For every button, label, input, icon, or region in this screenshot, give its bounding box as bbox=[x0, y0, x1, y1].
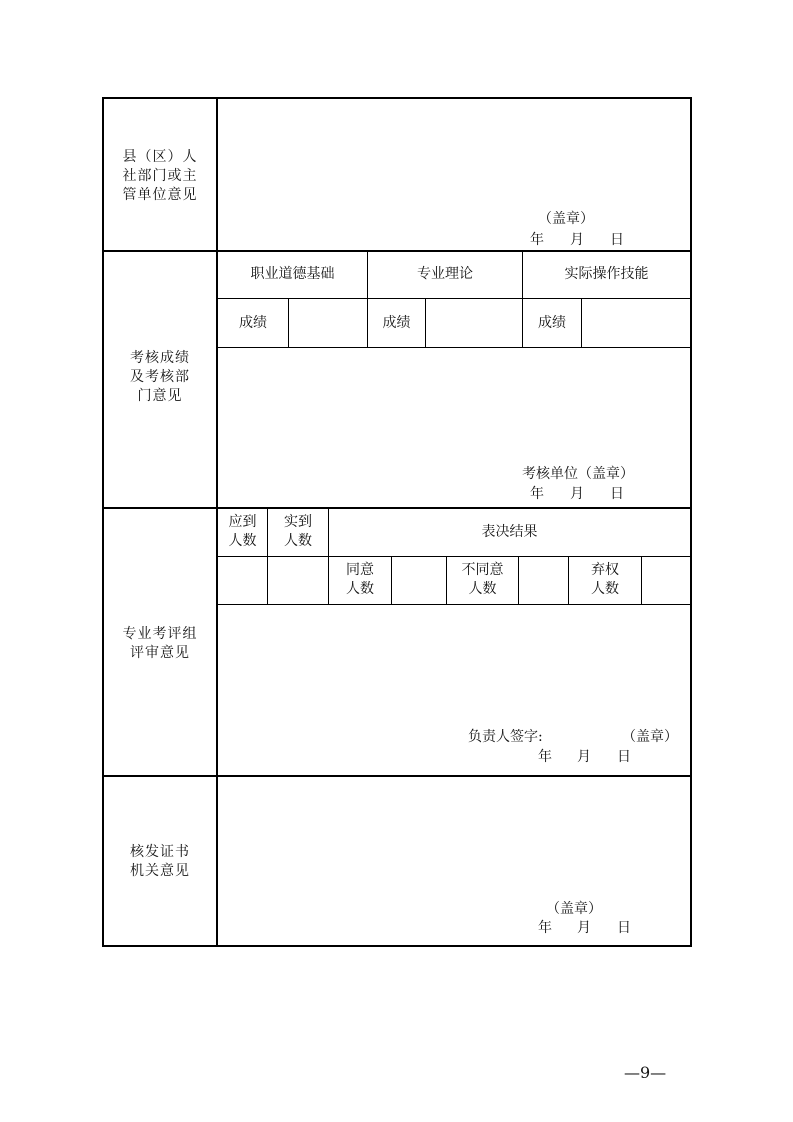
section3-label bbox=[104, 625, 216, 663]
section2-label-line: 及考核部 bbox=[130, 369, 190, 385]
actual-line: 人数 bbox=[284, 533, 312, 549]
section1-label-line: 社部门或主 bbox=[122, 168, 198, 184]
section4-label-line: 机关意见 bbox=[130, 863, 190, 879]
header-ethics: 职业道德基础 bbox=[250, 266, 335, 282]
disagree-line: 不同意 bbox=[461, 562, 504, 578]
section2-label bbox=[104, 349, 216, 406]
agree-line: 同意 bbox=[346, 562, 374, 578]
abstain-line: 人数 bbox=[591, 581, 619, 597]
section-divider-1 bbox=[104, 250, 690, 252]
section1-label-line: 管单位意见 bbox=[122, 187, 198, 203]
header-practical-skills: 实际操作技能 bbox=[564, 266, 649, 282]
section2-label-line: 门意见 bbox=[137, 388, 183, 404]
section4-label-line: 核发证书 bbox=[130, 844, 190, 860]
section1-label-line: 县（区）人 bbox=[122, 149, 198, 165]
section3-signature: 负责人签字: bbox=[468, 729, 543, 745]
section3-date-month: 月 bbox=[577, 749, 591, 765]
header-theory: 专业理论 bbox=[417, 266, 473, 282]
agree-line: 人数 bbox=[346, 581, 374, 597]
section3-seal: （盖章） bbox=[622, 729, 678, 745]
section-divider-3 bbox=[104, 775, 690, 777]
section2-score-divider bbox=[288, 299, 289, 347]
section2-score-divider bbox=[425, 299, 426, 347]
section1-label bbox=[104, 148, 216, 205]
section2-unit-seal: 考核单位（盖章） bbox=[522, 466, 634, 482]
page-number: —9— bbox=[624, 1063, 667, 1082]
approval-form-table bbox=[102, 97, 692, 947]
section3-date-year: 年 bbox=[538, 749, 552, 765]
section2-label-line: 考核成绩 bbox=[130, 350, 190, 366]
section4-date-year: 年 bbox=[538, 920, 552, 936]
expected-count-header bbox=[218, 513, 267, 551]
section3-date-day: 日 bbox=[617, 749, 631, 765]
expected-line: 人数 bbox=[228, 533, 257, 549]
section1-seal: （盖章） bbox=[538, 211, 594, 227]
section2-score-bottom bbox=[217, 347, 690, 348]
section2-score-divider bbox=[581, 299, 582, 347]
expected-line: 应到 bbox=[228, 514, 257, 530]
section4-date-month: 月 bbox=[577, 920, 591, 936]
section3-vote-divider bbox=[391, 557, 392, 604]
score-label-practical: 成绩 bbox=[538, 315, 566, 331]
abstain-count-label bbox=[569, 561, 641, 599]
disagree-count-label bbox=[447, 561, 518, 599]
section3-header-bottom bbox=[217, 556, 690, 557]
section1-date-year: 年 bbox=[530, 232, 544, 248]
section4-date-day: 日 bbox=[617, 920, 631, 936]
section4-label bbox=[104, 843, 216, 881]
section-divider-2 bbox=[104, 507, 690, 509]
vote-result-header: 表决结果 bbox=[481, 524, 538, 540]
section2-date-year: 年 bbox=[530, 486, 544, 502]
section2-date-month: 月 bbox=[570, 486, 584, 502]
score-label-theory: 成绩 bbox=[382, 315, 411, 331]
agree-count-label bbox=[329, 561, 391, 599]
disagree-line: 人数 bbox=[468, 581, 497, 597]
section3-vote-divider bbox=[641, 557, 642, 604]
section1-date-month: 月 bbox=[570, 232, 584, 248]
actual-count-header bbox=[268, 513, 328, 551]
actual-line: 实到 bbox=[284, 514, 312, 530]
score-label-ethics: 成绩 bbox=[239, 315, 267, 331]
section3-count-bottom bbox=[217, 604, 690, 605]
section3-vote-divider bbox=[518, 557, 519, 604]
section3-label-line: 专业考评组 bbox=[122, 626, 198, 642]
abstain-line: 弃权 bbox=[591, 562, 619, 578]
section3-label-line: 评审意见 bbox=[130, 645, 190, 661]
section1-date-day: 日 bbox=[610, 232, 624, 248]
section4-seal: （盖章） bbox=[546, 901, 602, 917]
section2-date-day: 日 bbox=[610, 486, 624, 502]
